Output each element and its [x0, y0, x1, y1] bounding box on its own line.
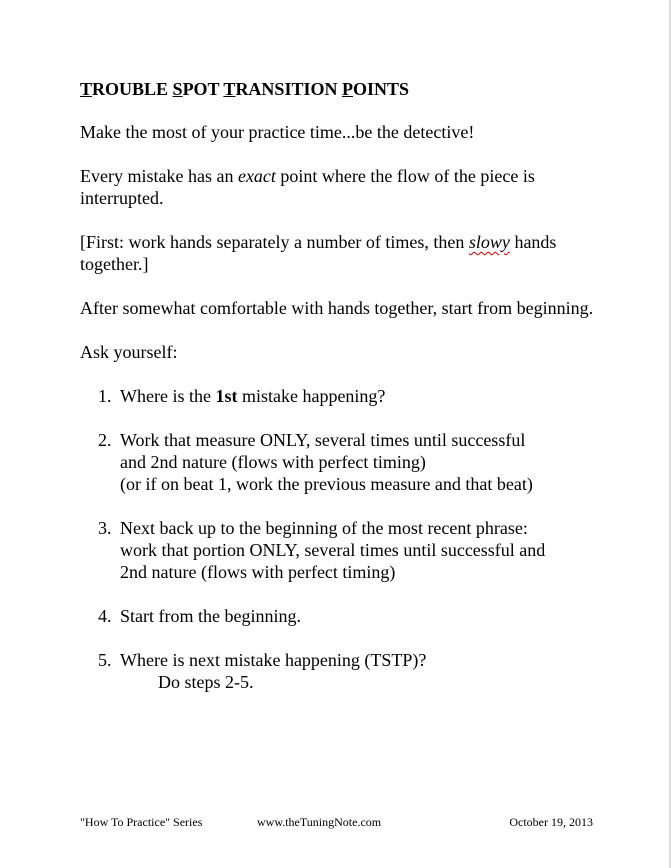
title-initial-p: P — [341, 79, 353, 99]
step-2-line-3: (or if on beat 1, work the previous measure and that beat) — [120, 474, 533, 494]
intro-paragraph: Make the most of your practice time...be the detective! — [80, 122, 475, 142]
step-number: 4. — [98, 606, 112, 626]
step-3-line-3: 2nd nature (flows with perfect timing) — [120, 562, 396, 582]
title-initial-t1: T — [80, 79, 93, 99]
ask-paragraph: Ask yourself: — [80, 342, 178, 362]
step-5 — [80, 649, 620, 693]
document-body — [80, 78, 620, 715]
first-paragraph — [80, 231, 620, 275]
step-5-line-1: Where is next mistake happening (TSTP)? — [120, 650, 427, 670]
title-initial-s: S — [172, 79, 183, 99]
title-word-trouble: ROUBLE — [92, 79, 173, 99]
first-text-end: hands together.] — [80, 232, 557, 274]
step-number: 5. — [98, 650, 112, 670]
step-2 — [80, 429, 620, 495]
document-title — [80, 78, 620, 100]
mistake-text-start: Every mistake has an — [80, 166, 238, 186]
step-number: 1. — [98, 386, 112, 406]
step-1-bold: 1st — [215, 386, 238, 406]
mistake-text-end: point where the flow of the piece is interrupted. — [80, 166, 535, 208]
footer-date: October 19, 2013 — [509, 815, 593, 829]
mistake-emphasis: exact — [237, 166, 276, 186]
title-initial-t2: T — [223, 79, 236, 99]
step-3-line-2: work that portion ONLY, several times until successful and — [120, 540, 546, 560]
steps-list — [80, 385, 620, 693]
first-emphasis-misspelled: slowy — [468, 232, 510, 252]
step-2-line-2: and 2nd nature (flows with perfect timing) — [120, 452, 426, 472]
comfortable-paragraph: After somewhat comfortable with hands together, start from beginning. — [80, 298, 594, 318]
step-1 — [80, 385, 620, 407]
step-4-text: Start from the beginning. — [120, 606, 301, 626]
first-text-start: [First: work hands separately a number of times, then — [80, 232, 469, 252]
step-1-text-end: mistake happening? — [237, 386, 386, 406]
step-number: 2. — [98, 430, 112, 450]
title-word-transition: RANSITION — [235, 79, 342, 99]
mistake-paragraph — [80, 165, 620, 209]
title-word-points: OINTS — [352, 79, 409, 99]
footer-series: "How To Practice" Series — [80, 815, 203, 829]
step-5-line-2: Do steps 2-5. — [158, 672, 254, 692]
step-1-text-start: Where is the — [120, 386, 216, 406]
title-word-spot: POT — [182, 79, 224, 99]
step-number: 3. — [98, 518, 112, 538]
step-3-line-1: Next back up to the beginning of the most recent phrase: — [120, 518, 528, 538]
step-2-line-1: Work that measure ONLY, several times until successful — [120, 430, 526, 450]
step-3 — [80, 517, 620, 583]
footer-website: www.theTuningNote.com — [257, 815, 382, 829]
step-4 — [80, 605, 620, 627]
